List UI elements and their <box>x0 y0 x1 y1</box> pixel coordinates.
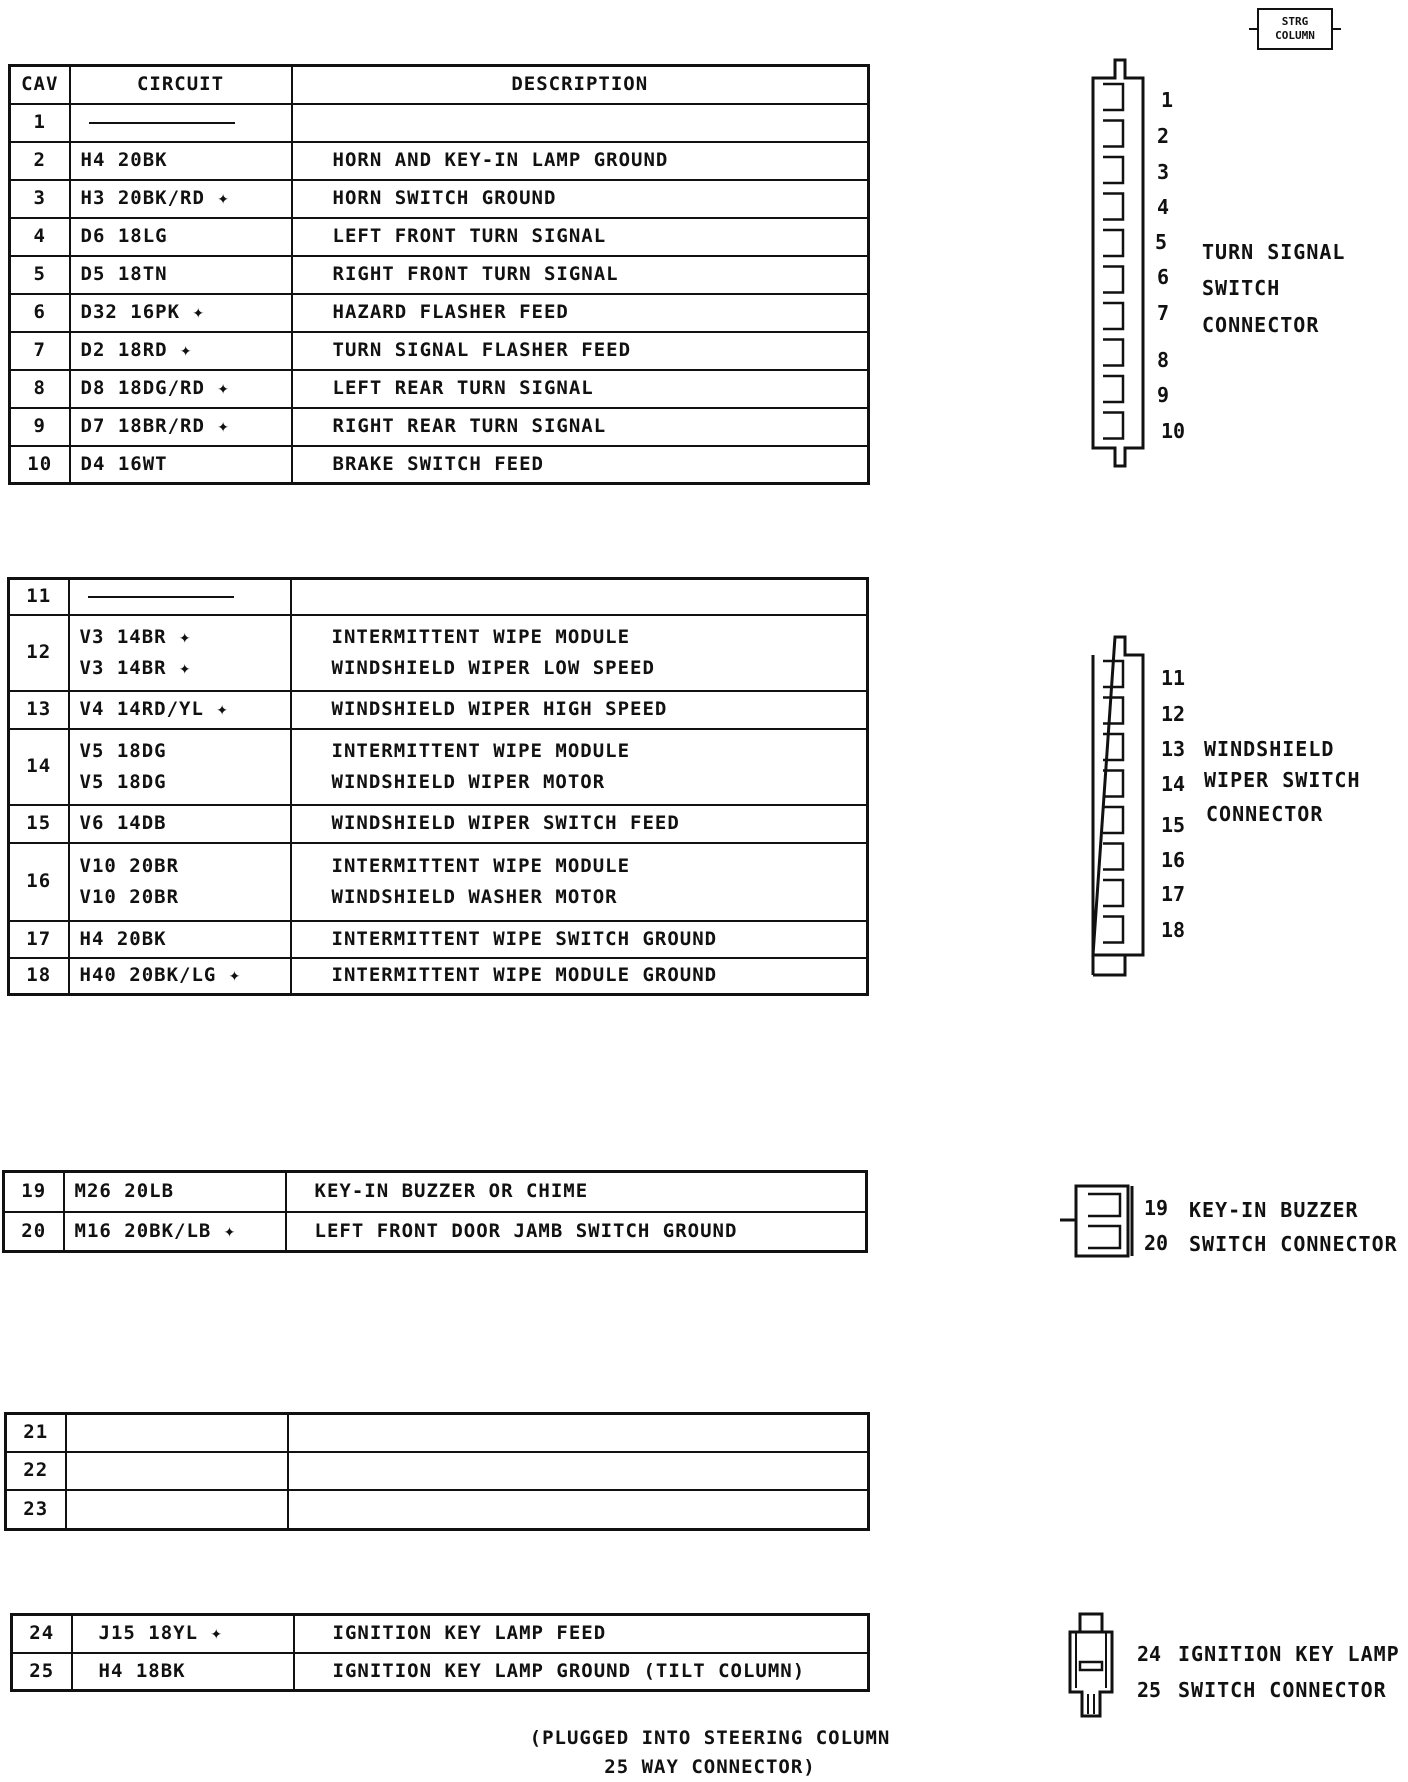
cav-cell: 23 <box>6 1490 66 1530</box>
connector-cavity <box>1103 376 1123 402</box>
cav-cell: 14 <box>9 729 69 805</box>
footnote-line2: 25 WAY CONNECTOR) <box>604 1756 816 1778</box>
description-cell: HAZARD FLASHER FEED <box>292 294 869 332</box>
cav-cell: 8 <box>10 370 70 408</box>
pin-label: 9 <box>1157 383 1170 407</box>
wiper-label-1: WINDSHIELD <box>1204 737 1335 761</box>
pin-label: 5 <box>1155 230 1168 254</box>
cav-cell: 5 <box>10 256 70 294</box>
pin-label: 25 <box>1137 1678 1162 1702</box>
cav-cell: 17 <box>9 921 69 958</box>
turn-signal-connector-diagram <box>1085 58 1168 478</box>
circuit-line1: V10 20BR <box>79 854 180 877</box>
table-row <box>10 294 869 332</box>
table-cav-24-25 <box>10 1613 870 1692</box>
description-cell <box>291 579 868 615</box>
table-row <box>10 218 869 256</box>
blank-dash <box>88 596 234 598</box>
circuit-cell: D7 18BR/RD ✦ <box>70 408 292 446</box>
description-cell: BRAKE SWITCH FEED <box>292 446 869 484</box>
cav-cell: 15 <box>9 805 69 843</box>
wiper-label-3: CONNECTOR <box>1206 802 1324 826</box>
circuit-cell: H3 20BK/RD ✦ <box>70 180 292 218</box>
circuit-cell: M26 20LB <box>64 1172 286 1212</box>
table-header-row <box>10 66 869 104</box>
connector-cavity <box>1103 844 1123 870</box>
pin-label: 19 <box>1144 1196 1169 1220</box>
table-row <box>6 1414 869 1452</box>
description-cell: WINDSHIELD WIPER SWITCH FEED <box>291 805 868 843</box>
wiper-switch-connector-diagram <box>1085 635 1165 980</box>
description-cell: TURN SIGNAL FLASHER FEED <box>292 332 869 370</box>
connector-cavity <box>1103 698 1123 724</box>
key-in-buzzer-connector-diagram <box>1058 1182 1148 1262</box>
cav-cell: 25 <box>12 1653 72 1691</box>
pin-label: 4 <box>1157 195 1170 219</box>
cav-cell: 10 <box>10 446 70 484</box>
wiper-label-2: WIPER SWITCH <box>1204 768 1361 792</box>
description-cell <box>288 1452 869 1490</box>
cav-cell: 6 <box>10 294 70 332</box>
pin-label: 15 <box>1161 813 1186 837</box>
table-row <box>6 1490 869 1530</box>
circuit-cell: D8 18DG/RD ✦ <box>70 370 292 408</box>
badge-line2: COLUMN <box>1275 29 1315 42</box>
table-row <box>10 256 869 294</box>
description-cell: LEFT REAR TURN SIGNAL <box>292 370 869 408</box>
pin-label: 12 <box>1161 702 1186 726</box>
cav-cell: 21 <box>6 1414 66 1452</box>
circuit-cell: D2 18RD ✦ <box>70 332 292 370</box>
buzzer-label-2: SWITCH CONNECTOR <box>1189 1232 1398 1256</box>
table-row <box>9 729 868 805</box>
connector-cavity <box>1103 84 1123 110</box>
connector-cavity <box>1103 917 1123 943</box>
table-row <box>4 1212 867 1252</box>
table-row <box>10 332 869 370</box>
circuit-cell <box>69 579 291 615</box>
connector-cavity <box>1103 340 1123 366</box>
header-cav: CAV <box>10 66 70 104</box>
circuit-line1: V5 18DG <box>79 739 167 762</box>
table-cav-19-20 <box>2 1170 868 1253</box>
header-circuit: CIRCUIT <box>70 66 292 104</box>
desc-line2: WINDSHIELD WIPER LOW SPEED <box>331 656 655 679</box>
cav-cell: 19 <box>4 1172 64 1212</box>
circuit-cell: D5 18TN <box>70 256 292 294</box>
connector-cavity <box>1103 807 1123 833</box>
description-cell: INTERMITTENT WIPE MODULE GROUND <box>291 958 868 995</box>
circuit-cell: H4 20BK <box>69 921 291 958</box>
desc-line1: INTERMITTENT WIPE MODULE <box>331 739 631 762</box>
table-row <box>9 615 868 691</box>
desc-line1: INTERMITTENT WIPE MODULE <box>331 625 631 648</box>
description-cell: HORN AND KEY-IN LAMP GROUND <box>292 142 869 180</box>
turn-signal-label-1: TURN SIGNAL <box>1202 240 1346 264</box>
header-description: DESCRIPTION <box>292 66 869 104</box>
table-row <box>10 142 869 180</box>
cav-cell: 4 <box>10 218 70 256</box>
connector-cavity <box>1103 880 1123 906</box>
circuit-line2: V3 14BR ✦ <box>79 656 192 679</box>
connector-cavity <box>1103 303 1123 329</box>
circuit-line2: V10 20BR <box>79 885 180 908</box>
description-cell: INTERMITTENT WIPE SWITCH GROUND <box>291 921 868 958</box>
connector-cavity <box>1103 194 1123 220</box>
description-cell <box>291 615 868 691</box>
description-cell <box>288 1414 869 1452</box>
pin-label: 18 <box>1161 918 1186 942</box>
strg-column-badge <box>1257 8 1333 50</box>
table-row <box>9 805 868 843</box>
connector-cavity <box>1103 157 1123 183</box>
cav-cell: 13 <box>9 691 69 729</box>
description-cell <box>291 729 868 805</box>
circuit-cell: H40 20BK/LG ✦ <box>69 958 291 995</box>
table-row <box>9 921 868 958</box>
circuit-cell <box>66 1452 288 1490</box>
circuit-cell: H4 20BK <box>70 142 292 180</box>
pin-label: 20 <box>1144 1231 1169 1255</box>
cav-cell: 9 <box>10 408 70 446</box>
description-cell: RIGHT REAR TURN SIGNAL <box>292 408 869 446</box>
table-row <box>12 1653 869 1691</box>
circuit-cell <box>69 843 291 921</box>
pin-label: 10 <box>1161 419 1186 443</box>
pin-label: 2 <box>1157 124 1170 148</box>
circuit-cell <box>66 1490 288 1530</box>
pin-label: 8 <box>1157 348 1170 372</box>
circuit-cell: D6 18LG <box>70 218 292 256</box>
table-row <box>10 104 869 142</box>
cav-cell: 1 <box>10 104 70 142</box>
circuit-cell: H4 18BK <box>72 1653 294 1691</box>
connector-cavity <box>1103 230 1123 256</box>
pin-label: 16 <box>1161 848 1186 872</box>
badge-line1: STRG <box>1281 15 1309 28</box>
description-cell: RIGHT FRONT TURN SIGNAL <box>292 256 869 294</box>
cav-cell: 12 <box>9 615 69 691</box>
description-cell <box>291 843 868 921</box>
table-row <box>9 958 868 995</box>
desc-line2: WINDSHIELD WIPER MOTOR <box>331 770 606 793</box>
table-row <box>6 1452 869 1490</box>
cav-cell: 24 <box>12 1615 72 1653</box>
description-cell: IGNITION KEY LAMP GROUND (TILT COLUMN) <box>294 1653 869 1691</box>
table-row <box>9 843 868 921</box>
circuit-cell: D4 16WT <box>70 446 292 484</box>
desc-line2: WINDSHIELD WASHER MOTOR <box>331 885 618 908</box>
table-row <box>10 180 869 218</box>
circuit-cell: M16 20BK/LB ✦ <box>64 1212 286 1252</box>
circuit-cell <box>69 615 291 691</box>
description-cell <box>288 1490 869 1530</box>
pin-label: 24 <box>1137 1642 1162 1666</box>
cav-cell: 16 <box>9 843 69 921</box>
blank-dash <box>89 122 235 124</box>
footnote-line1: (PLUGGED INTO STEERING COLUMN <box>529 1727 891 1749</box>
circuit-cell: J15 18YL ✦ <box>72 1615 294 1653</box>
description-cell: LEFT FRONT TURN SIGNAL <box>292 218 869 256</box>
pin-label: 14 <box>1161 772 1186 796</box>
description-cell: IGNITION KEY LAMP FEED <box>294 1615 869 1653</box>
table-row <box>10 446 869 484</box>
circuit-cell: V4 14RD/YL ✦ <box>69 691 291 729</box>
circuit-cell: D32 16PK ✦ <box>70 294 292 332</box>
cav-cell: 18 <box>9 958 69 995</box>
desc-line1: INTERMITTENT WIPE MODULE <box>331 854 631 877</box>
circuit-cell <box>69 729 291 805</box>
ignition-label-1: IGNITION KEY LAMP <box>1178 1642 1400 1666</box>
ignition-key-lamp-connector-diagram <box>1060 1610 1120 1720</box>
pin-label: 17 <box>1161 882 1186 906</box>
cav-cell: 7 <box>10 332 70 370</box>
table-cav-11-18 <box>7 577 869 996</box>
cav-cell: 22 <box>6 1452 66 1490</box>
description-cell: LEFT FRONT DOOR JAMB SWITCH GROUND <box>286 1212 867 1252</box>
ignition-label-2: SWITCH CONNECTOR <box>1178 1678 1387 1702</box>
circuit-cell <box>66 1414 288 1452</box>
turn-signal-label-2: SWITCH <box>1202 276 1281 300</box>
table-row <box>4 1172 867 1212</box>
connector-cavity <box>1103 413 1123 439</box>
table-row <box>10 408 869 446</box>
cav-cell: 20 <box>4 1212 64 1252</box>
pin-label: 3 <box>1157 160 1170 184</box>
table-cav-21-23 <box>4 1412 870 1531</box>
pin-label: 6 <box>1157 265 1170 289</box>
table-row <box>9 579 868 615</box>
connector-cavity <box>1103 121 1123 147</box>
table-row <box>12 1615 869 1653</box>
description-cell: KEY-IN BUZZER OR CHIME <box>286 1172 867 1212</box>
description-cell: WINDSHIELD WIPER HIGH SPEED <box>291 691 868 729</box>
pin-label: 11 <box>1161 666 1186 690</box>
circuit-cell <box>70 104 292 142</box>
cav-cell: 11 <box>9 579 69 615</box>
cav-cell: 2 <box>10 142 70 180</box>
description-cell: HORN SWITCH GROUND <box>292 180 869 218</box>
buzzer-label-1: KEY-IN BUZZER <box>1189 1198 1359 1222</box>
circuit-cell: V6 14DB <box>69 805 291 843</box>
circuit-line2: V5 18DG <box>79 770 167 793</box>
pin-label: 13 <box>1161 737 1186 761</box>
table-row <box>10 370 869 408</box>
pin-label: 7 <box>1157 301 1170 325</box>
footnote <box>500 1724 920 1782</box>
circuit-line1: V3 14BR ✦ <box>79 625 192 648</box>
table-cav-1-10 <box>8 64 870 485</box>
table-row <box>9 691 868 729</box>
pin-label: 1 <box>1161 88 1174 112</box>
cav-cell: 3 <box>10 180 70 218</box>
connector-cavity <box>1103 267 1123 293</box>
turn-signal-label-3: CONNECTOR <box>1202 313 1320 337</box>
description-cell <box>292 104 869 142</box>
